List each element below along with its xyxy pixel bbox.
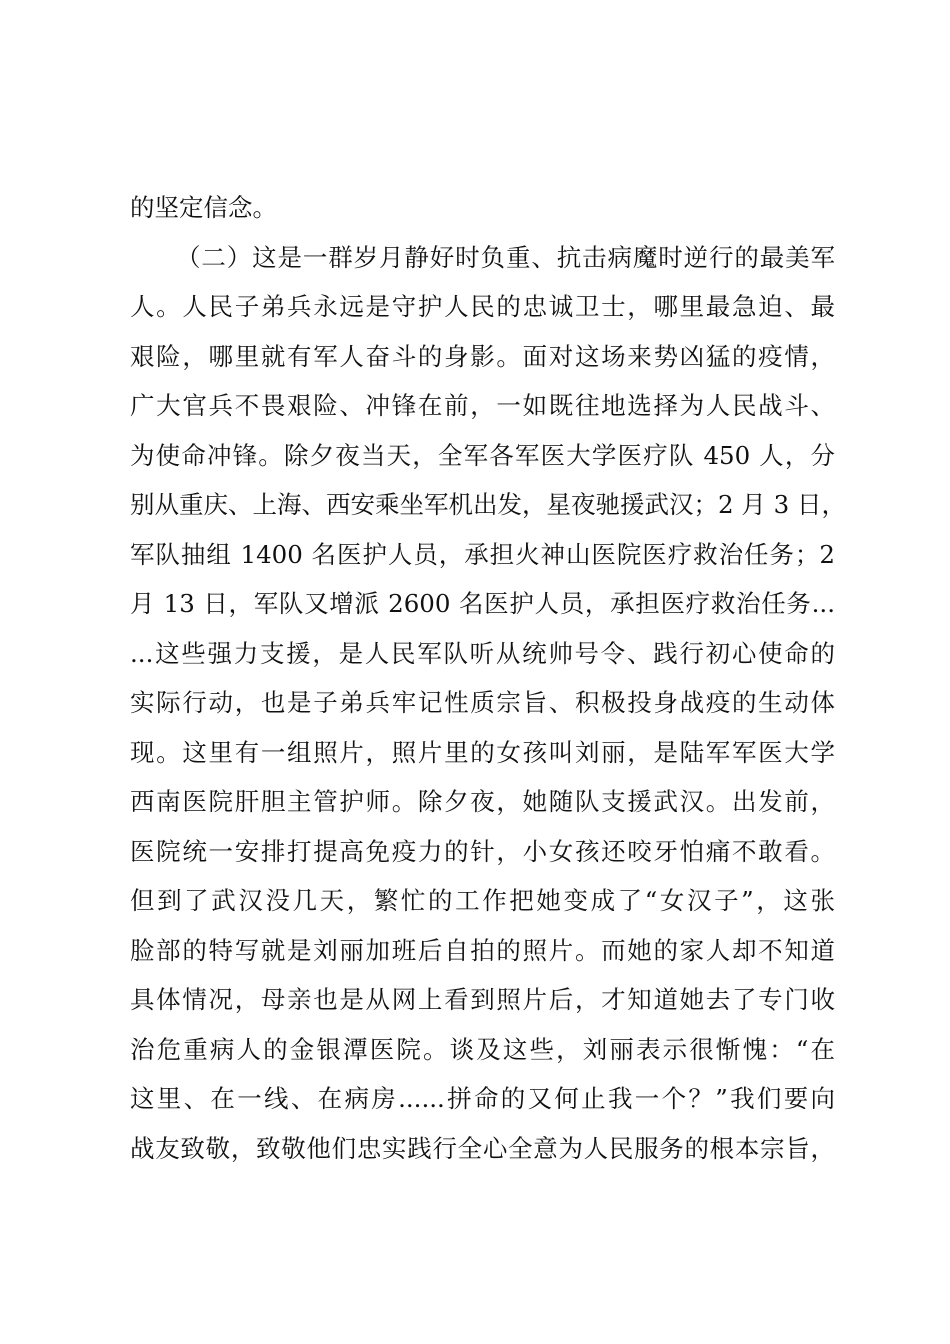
text-line: 的坚定信念。: [130, 193, 277, 222]
text-line: 这里、在一线、在病房......拼命的又何止我一个？”我们要向: [130, 1084, 835, 1113]
text-line: 广大官兵不畏艰险、冲锋在前，一如既往地选择为人民战斗、: [130, 391, 835, 420]
paragraph-heading-line: （二）这是一群岁月静好时负重、抗击病魔时逆行的最美军: [176, 242, 835, 272]
text-line: 现。这里有一组照片，照片里的女孩叫刘丽，是陆军军医大学: [130, 737, 835, 767]
text-line: 西南医院肝胆主管护师。除夕夜，她随队支援武汉。出发前，: [130, 787, 835, 816]
body-text: [130, 183, 847, 1173]
text-line: 战友致敬，致敬他们忠实践行全心全意为人民服务的根本宗旨，: [130, 1133, 835, 1163]
text-line: 具体情况，母亲也是从网上看到照片后，才知道她去了专门收: [130, 985, 835, 1014]
text-line: 艰险，哪里就有军人奋斗的身影。面对这场来势凶猛的疫情，: [130, 341, 835, 371]
text-line: 治危重病人的金银潭医院。谈及这些，刘丽表示很惭愧：“在: [130, 1034, 835, 1064]
text-line: 为使命冲锋。除夕夜当天，全军各军医大学医疗队 450 人，分: [130, 440, 835, 470]
text-line: 月 13 日，军队又增派 2600 名医护人员，承担医疗救治任务...: [130, 589, 835, 618]
text-line: 脸部的特写就是刘丽加班后自拍的照片。而她的家人却不知道: [130, 935, 835, 965]
text-line: 人。人民子弟兵永远是守护人民的忠诚卫士，哪里最急迫、最: [130, 292, 835, 321]
text-line: 实际行动，也是子弟兵牢记性质宗旨、积极投身战疫的生动体: [130, 688, 835, 717]
text-line: 军队抽组 1400 名医护人员，承担火神山医院医疗救治任务；2: [130, 539, 835, 569]
text-line: 别从重庆、上海、西安乘坐军机出发，星夜驰援武汉；2 月 3 日，: [130, 490, 847, 519]
text-line: ...这些强力支援，是人民军队听从统帅号令、践行初心使命的: [130, 638, 835, 668]
text-line: 但到了武汉没几天，繁忙的工作把她变成了“女汉子”，这张: [130, 886, 835, 915]
text-line: 医院统一安排打提高免疫力的针，小女孩还咬牙怕痛不敢看。: [130, 836, 835, 866]
